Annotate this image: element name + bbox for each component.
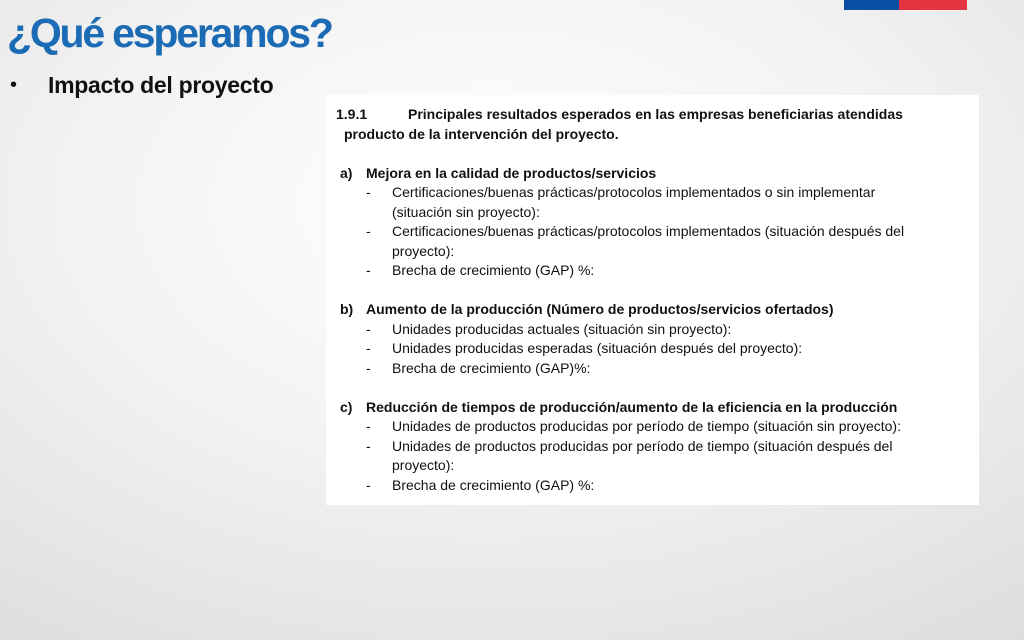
dash-marker: - [366, 340, 371, 356]
list-item [336, 437, 955, 476]
flag-blue-stripe [844, 0, 899, 10]
section-letter: a) [340, 164, 353, 181]
section-letter: c) [340, 398, 353, 415]
item-text: Brecha de crecimiento (GAP) %: [392, 262, 595, 278]
list-item [336, 183, 955, 222]
list-item [336, 320, 955, 340]
item-text: Brecha de crecimiento (GAP) %: [392, 476, 595, 493]
section-title-text: Reducción de tiempos de producción/aumento de la eficiencia en la producción [366, 398, 898, 415]
flag-red-stripe [899, 0, 967, 10]
section-title [336, 164, 955, 184]
dash-marker: - [366, 418, 371, 434]
item-text: Unidades producidas esperadas (situación después del proyecto): [392, 340, 803, 356]
heading-continuation: producto de la intervención del proyecto. [344, 125, 619, 142]
section-b [336, 300, 955, 378]
heading-number: 1.9.1 [336, 106, 368, 122]
bullet-text: Impacto del proyecto [48, 72, 274, 98]
item-text: Unidades de productos producidas por período de tiempo (situación después del [392, 437, 893, 454]
list-item [336, 339, 955, 359]
document-excerpt [326, 95, 979, 505]
section-title [336, 398, 955, 418]
dash-marker: - [366, 359, 371, 376]
chile-flag-decoration [844, 0, 967, 10]
document-heading [336, 105, 955, 125]
section-c [336, 398, 955, 496]
item-text-cont: (situación sin proyecto): [392, 203, 540, 220]
item-text: Brecha de crecimiento (GAP)%: [392, 359, 591, 376]
item-text: Unidades de productos producidas por período de tiempo (situación sin proyecto): [392, 418, 901, 434]
list-item [336, 359, 955, 379]
item-text-cont: proyecto): [392, 242, 455, 259]
bullet-icon: • [10, 74, 18, 96]
slide-title: ¿Qué esperamos? [7, 10, 332, 56]
item-text: Certificaciones/buenas prácticas/protocolos implementados o sin implementar [392, 184, 876, 200]
item-text-cont: proyecto): [392, 457, 455, 473]
dash-marker: - [366, 476, 371, 493]
item-text: Unidades producidas actuales (situación sin proyecto): [392, 320, 732, 337]
heading-text: Principales resultados esperados en las empresas beneficiarias atendidas [408, 106, 903, 122]
dash-marker: - [366, 320, 371, 337]
section-title-text: Aumento de la producción (Número de productos/servicios ofertados) [366, 301, 834, 317]
list-item [336, 261, 955, 281]
dash-marker: - [366, 262, 371, 278]
dash-marker: - [366, 437, 371, 454]
list-item [336, 476, 955, 496]
list-item [336, 417, 955, 437]
list-item [336, 222, 955, 261]
dash-marker: - [366, 223, 371, 239]
section-title [336, 300, 955, 320]
section-title-text: Mejora en la calidad de productos/servicios [366, 164, 657, 181]
section-a [336, 164, 955, 281]
item-text: Certificaciones/buenas prácticas/protocolos implementados (situación después del [392, 223, 905, 239]
section-letter: b) [340, 301, 354, 317]
bullet-item [10, 70, 273, 100]
dash-marker: - [366, 184, 371, 200]
